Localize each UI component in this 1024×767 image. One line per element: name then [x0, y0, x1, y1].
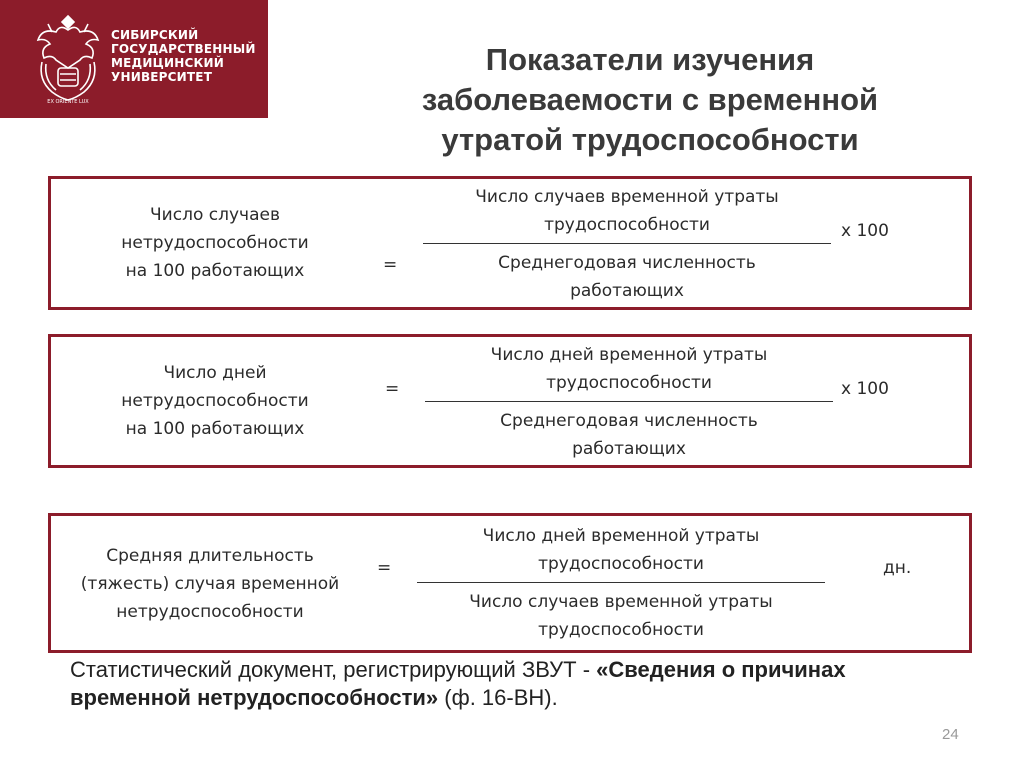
emblem-motto: EX ORIENTE LUX: [47, 99, 89, 105]
numerator-line: Число случаев временной утраты: [475, 187, 779, 207]
numerator-line: трудоспособности: [546, 373, 712, 393]
formula-box-cases: [48, 176, 972, 310]
denominator-line: работающих: [572, 439, 686, 459]
label-line: Средняя длительность: [106, 546, 314, 566]
numerator-line: Число дней временной утраты: [482, 526, 760, 546]
university-logo-bar: [0, 0, 268, 118]
numerator-line: трудоспособности: [538, 554, 704, 574]
footnote: [70, 656, 950, 712]
footnote-document-name: «Сведения о причинах временной нетрудоспособности»: [70, 657, 846, 710]
label-line: (тяжесть) случая временной: [80, 574, 340, 594]
numerator-line: трудоспособности: [544, 215, 710, 235]
label-line: Число дней: [163, 363, 267, 383]
denominator-line: работающих: [570, 281, 684, 301]
denominator-line: Среднегодовая численность: [500, 411, 758, 431]
formula-denominator: [425, 407, 833, 463]
formula-left-label: [85, 201, 345, 285]
fraction-line: [425, 401, 833, 402]
denominator-line: Число случаев временной утраты: [469, 592, 773, 612]
formula-left-label: [85, 359, 345, 443]
university-name-line: СИБИРСКИЙ: [111, 28, 199, 42]
formula-box-days: [48, 334, 972, 468]
title-line: Показатели изучения: [485, 42, 815, 77]
equals-sign: =: [385, 379, 400, 399]
multiplier: x 100: [841, 379, 889, 399]
formula-left-label: [65, 542, 355, 626]
formula-numerator: [417, 522, 825, 578]
label-line: нетрудоспособности: [116, 602, 304, 622]
label-line: на 100 работающих: [125, 419, 305, 439]
formula-denominator: [423, 249, 831, 305]
university-emblem-icon: [30, 10, 106, 106]
label-line: нетрудоспособности: [121, 391, 309, 411]
formula-denominator: [417, 588, 825, 644]
title-line: заболеваемости с временной: [421, 82, 879, 117]
fraction-line: [423, 243, 831, 244]
label-line: Число случаев: [150, 205, 280, 225]
formula-numerator: [423, 183, 831, 239]
title-line: утратой трудоспособности: [441, 122, 859, 157]
footnote-prefix: Статистический документ, регистрирующий ЗВУТ -: [70, 657, 597, 682]
label-line: на 100 работающих: [125, 261, 305, 281]
equals-sign: =: [383, 255, 398, 275]
multiplier: x 100: [841, 221, 889, 241]
label-line: нетрудоспособности: [121, 233, 309, 253]
university-name-line: УНИВЕРСИТЕТ: [111, 70, 213, 84]
denominator-line: Среднегодовая численность: [498, 253, 756, 273]
footnote-suffix: (ф. 16-ВН).: [438, 685, 558, 710]
formula-box-duration: [48, 513, 972, 653]
denominator-line: трудоспособности: [538, 620, 704, 640]
unit-label: дн.: [883, 558, 912, 578]
university-name: [111, 28, 261, 84]
numerator-line: Число дней временной утраты: [490, 345, 768, 365]
university-name-line: МЕДИЦИНСКИЙ: [111, 56, 224, 70]
page-number: 24: [942, 726, 959, 743]
formula-numerator: [425, 341, 833, 397]
fraction-line: [417, 582, 825, 583]
equals-sign: =: [377, 558, 392, 578]
page-title: [340, 40, 960, 160]
university-name-line: ГОСУДАРСТВЕННЫЙ: [111, 42, 256, 56]
